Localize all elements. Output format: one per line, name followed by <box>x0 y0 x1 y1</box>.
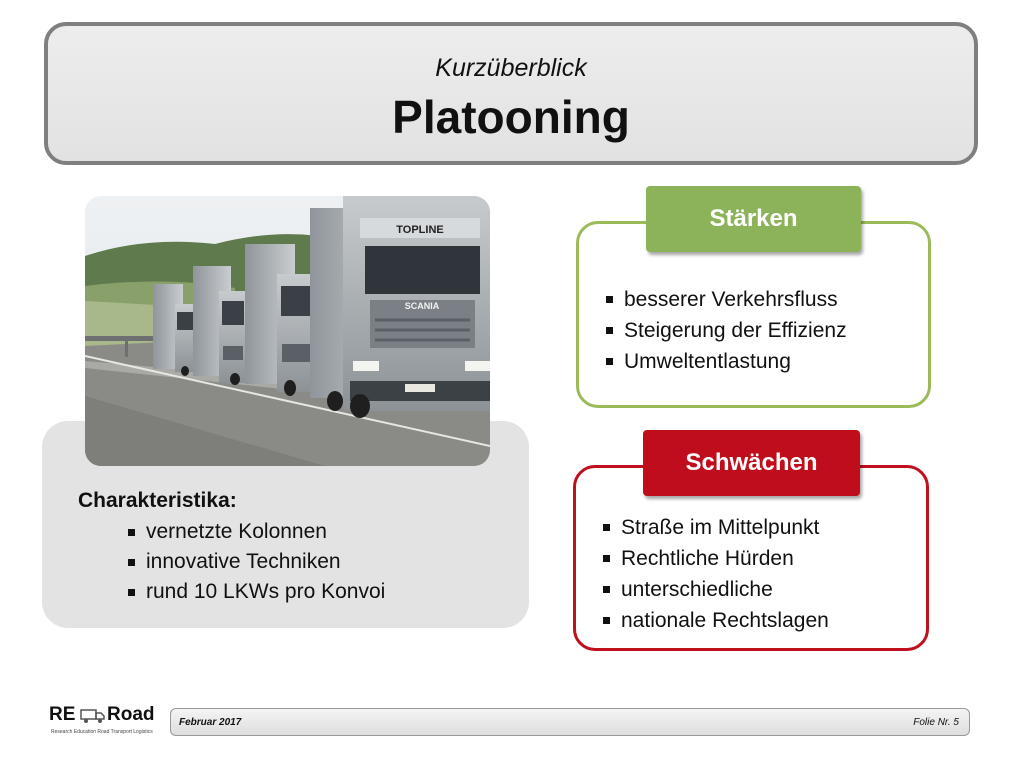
logo-text-left: RE <box>49 704 76 725</box>
list-item: vernetzte Kolonnen <box>126 517 385 547</box>
list-item: unterschiedliche <box>601 574 829 605</box>
list-item-continuation <box>601 605 829 636</box>
footer-date: Februar 2017 <box>179 717 242 728</box>
title-box <box>44 22 978 165</box>
characteristics-heading: Charakteristika: <box>78 489 237 512</box>
list-item: besserer Verkehrsfluss <box>604 284 847 315</box>
weaknesses-list <box>601 512 829 636</box>
list-item-continuation-text: nationale Rechtslagen <box>621 609 829 632</box>
list-item: Umweltentlastung <box>604 346 847 377</box>
list-item: Straße im Mittelpunkt <box>601 512 829 543</box>
list-item: Steigerung der Effizienz <box>604 315 847 346</box>
truck-convoy-photo <box>85 196 490 466</box>
truck-icon <box>79 706 107 726</box>
list-item: innovative Techniken <box>126 547 385 577</box>
footer-bar <box>170 708 970 736</box>
list-item: rund 10 LKWs pro Konvoi <box>126 577 385 607</box>
logo-tagline: Research Education Road Transport Logistics <box>51 729 153 735</box>
characteristics-list <box>126 517 385 607</box>
truck-brand-text: SCANIA <box>404 301 440 311</box>
strengths-tab: Stärken <box>646 186 861 252</box>
slide-title: Platooning <box>392 91 630 143</box>
weaknesses-tab: Schwächen <box>643 430 860 496</box>
logo-text-right: Road <box>107 704 155 725</box>
strengths-list <box>604 284 847 377</box>
slide-subtitle: Kurzüberblick <box>435 54 587 82</box>
slide-number: Folie Nr. 5 <box>913 717 959 728</box>
truck-model-text: TOPLINE <box>396 224 444 236</box>
re-road-logo <box>44 700 156 742</box>
list-item: Rechtliche Hürden <box>601 543 829 574</box>
